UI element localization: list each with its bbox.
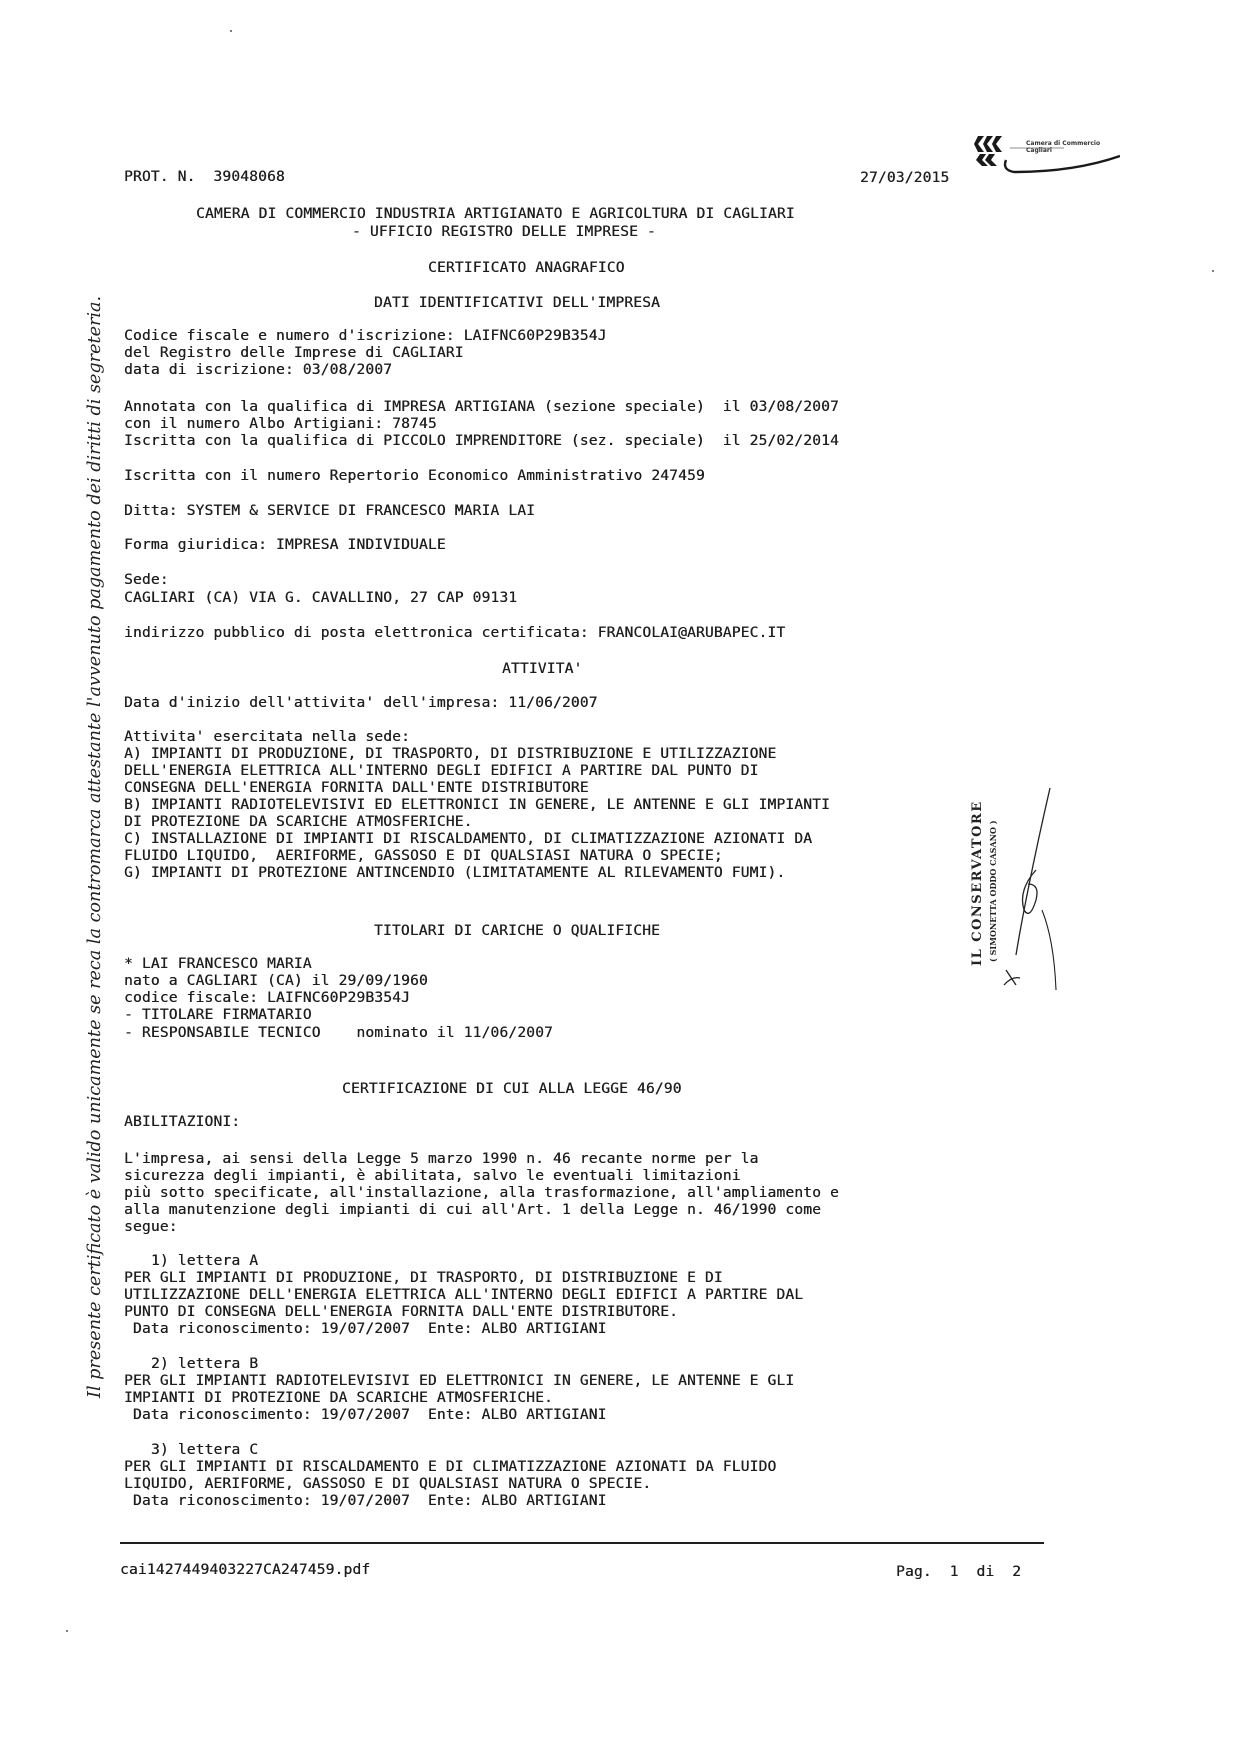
section-title-holders: TITOLARI DI CARICHE O QUALIFICHE: [374, 922, 660, 939]
qualification-b-line: PER GLI IMPIANTI RADIOTELEVISIVI ED ELETTRONICI IN GENERE, LE ANTENNE E GLI: [124, 1372, 795, 1389]
qualification-c-line: PER GLI IMPIANTI DI RISCALDAMENTO E DI CLIMATIZZAZIONE AZIONATI DA FLUIDO: [124, 1458, 777, 1475]
signature-icon: [998, 780, 1058, 1000]
seat-label: Sede:: [124, 571, 169, 588]
company-name-line: Ditta: SYSTEM & SERVICE DI FRANCESCO MARIA LAI: [124, 502, 536, 519]
footer-rule: [120, 1542, 1044, 1544]
qualification-c-line: LIQUIDO, AERIFORME, GASSOSO E DI QUALSIASI NATURA O SPECIE.: [124, 1475, 652, 1492]
stamp-title: IL CONSERVATORE: [970, 800, 985, 966]
holder-role: - TITOLARE FIRMATARIO: [124, 1006, 312, 1023]
activity-line: G) IMPIANTI DI PROTEZIONE ANTINCENDIO (LIMITATAMENTE AL RILEVAMENTO FUMI).: [124, 864, 786, 881]
law-paragraph-line: segue:: [124, 1218, 178, 1235]
qualification-c-recognition: Data riconoscimento: 19/07/2007 Ente: ALBO ARTIGIANI: [124, 1492, 607, 1509]
holder-tax-code: codice fiscale: LAIFNC60P29B354J: [124, 989, 410, 1006]
holder-role: - RESPONSABILE TECNICO nominato il 11/06/2007: [124, 1024, 553, 1041]
activity-start-line: Data d'inizio dell'attivita' dell'impresa: 11/06/2007: [124, 694, 598, 711]
logo-text: Camera di Commercio Cagliari: [1026, 140, 1101, 154]
rea-number-line: Iscritta con il numero Repertorio Economico Amministrativo 247459: [124, 467, 705, 484]
tax-code-line: Codice fiscale e numero d'iscrizione: LAIFNC60P29B354J: [124, 327, 607, 344]
activity-line: DELL'ENERGIA ELETTRICA ALL'INTERNO DEGLI EDIFICI A PARTIRE DAL PUNTO DI: [124, 762, 759, 779]
chamber-logo: [974, 134, 1120, 180]
protocol-number: PROT. N. 39048068: [124, 168, 285, 185]
footer-page-number: Pag. 1 di 2: [896, 1563, 1022, 1580]
scan-speck: [1212, 270, 1214, 272]
office-name: - UFFICIO REGISTRO DELLE IMPRESE -: [352, 223, 656, 240]
activity-line: FLUIDO LIQUIDO, AERIFORME, GASSOSO E DI QUALSIASI NATURA O SPECIE;: [124, 847, 723, 864]
law-paragraph-line: alla manutenzione degli impianti di cui all'Art. 1 della Legge n. 46/1990 come: [124, 1201, 822, 1218]
registration-date-line: data di iscrizione: 03/08/2007: [124, 361, 393, 378]
chamber-name: CAMERA DI COMMERCIO INDUSTRIA ARTIGIANATO E AGRICOLTURA DI CAGLIARI: [196, 205, 795, 222]
artisan-annotation-line: Annotata con la qualifica di IMPRESA ARTIGIANA (sezione speciale) il 03/08/2007: [124, 398, 839, 415]
qualifications-label: ABILITAZIONI:: [124, 1113, 241, 1130]
pec-address-line: indirizzo pubblico di posta elettronica certificata: FRANCOLAI@ARUBAPEC.IT: [124, 624, 786, 641]
qualification-b-line: IMPIANTI DI PROTEZIONE DA SCARICHE ATMOSFERICHE.: [124, 1389, 553, 1406]
activity-label: Attivita' esercitata nella sede:: [124, 728, 410, 745]
register-line: del Registro delle Imprese di CAGLIARI: [124, 344, 464, 361]
legal-form-line: Forma giuridica: IMPRESA INDIVIDUALE: [124, 536, 446, 553]
qualification-a-line: UTILIZZAZIONE DELL'ENERGIA ELETTRICA ALL'INTERNO DEGLI EDIFICI A PARTIRE DAL: [124, 1286, 804, 1303]
section-title-law: CERTIFICAZIONE DI CUI ALLA LEGGE 46/90: [342, 1080, 682, 1097]
footer-filename: cai1427449403227CA247459.pdf: [120, 1561, 371, 1578]
qualification-a-recognition: Data riconoscimento: 19/07/2007 Ente: ALBO ARTIGIANI: [124, 1320, 607, 1337]
activity-line: CONSEGNA DELL'ENERGIA FORNITA DALL'ENTE DISTRIBUTORE: [124, 779, 589, 796]
section-title-identification: DATI IDENTIFICATIVI DELL'IMPRESA: [374, 294, 660, 311]
stamp-subtitle: ( SIMONETTA ODDO CASANO ): [988, 820, 998, 962]
qualification-a-line: PER GLI IMPIANTI DI PRODUZIONE, DI TRASPORTO, DI DISTRIBUZIONE E DI: [124, 1269, 723, 1286]
law-paragraph-line: sicurezza degli impianti, è abilitata, salvo le eventuali limitazioni: [124, 1167, 741, 1184]
qualification-a-line: PUNTO DI CONSEGNA DELL'ENERGIA FORNITA DALL'ENTE DISTRIBUTORE.: [124, 1303, 679, 1320]
qualification-a-heading: 1) lettera A: [142, 1252, 259, 1269]
small-entrepreneur-line: Iscritta con la qualifica di PICCOLO IMPRENDITORE (sez. speciale) il 25/02/2014: [124, 432, 839, 449]
artisan-number-line: con il numero Albo Artigiani: 78745: [124, 415, 437, 432]
law-paragraph-line: L'impresa, ai sensi della Legge 5 marzo 1990 n. 46 recante norme per la: [124, 1150, 759, 1167]
scan-speck: [66, 1630, 68, 1632]
activity-line: DI PROTEZIONE DA SCARICHE ATMOSFERICHE.: [124, 813, 473, 830]
activity-line: C) INSTALLAZIONE DI IMPIANTI DI RISCALDAMENTO, DI CLIMATIZZAZIONE AZIONATI DA: [124, 830, 813, 847]
activity-line: B) IMPIANTI RADIOTELEVISIVI ED ELETTRONICI IN GENERE, LE ANTENNE E GLI IMPIANTI: [124, 796, 830, 813]
activity-line: A) IMPIANTI DI PRODUZIONE, DI TRASPORTO, DI DISTRIBUZIONE E UTILIZZAZIONE: [124, 745, 777, 762]
qualification-b-recognition: Data riconoscimento: 19/07/2007 Ente: ALBO ARTIGIANI: [124, 1406, 607, 1423]
certificate-title: CERTIFICATO ANAGRAFICO: [428, 259, 625, 276]
section-title-activity: ATTIVITA': [502, 660, 583, 677]
qualification-c-heading: 3) lettera C: [142, 1441, 259, 1458]
scan-speck: [230, 30, 232, 32]
qualification-b-heading: 2) lettera B: [142, 1355, 259, 1372]
holder-birth: nato a CAGLIARI (CA) il 29/09/1960: [124, 972, 428, 989]
holder-name: * LAI FRANCESCO MARIA: [124, 955, 312, 972]
validity-side-note: Il presente certificato è valido unicamente se reca la contromarca attestante l'avvenuto pagamento dei diritti di segreteria.: [85, 295, 105, 1398]
seat-address: CAGLIARI (CA) VIA G. CAVALLINO, 27 CAP 09131: [124, 589, 518, 606]
law-paragraph-line: più sotto specificate, all'installazione, alla trasformazione, all'ampliamento e: [124, 1184, 839, 1201]
document-date: 27/03/2015: [860, 169, 950, 186]
